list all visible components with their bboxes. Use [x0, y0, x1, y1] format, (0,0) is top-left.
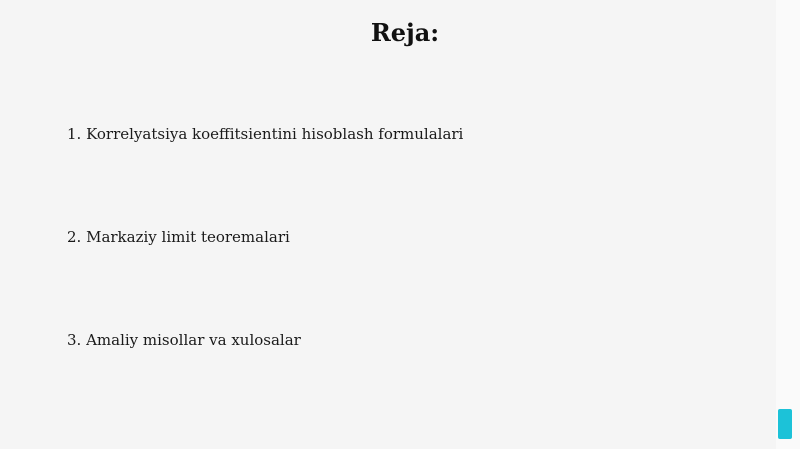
slide-title: Reja:: [370, 18, 440, 47]
plan-item-2: 2. Markaziy limit teoremalari: [67, 228, 290, 246]
scrollbar-thumb[interactable]: [778, 409, 792, 439]
vertical-scrollbar[interactable]: [776, 0, 800, 449]
plan-item-3: 3. Amaliy misollar va xulosalar: [67, 331, 301, 349]
plan-item-1: 1. Korrelyatsiya koeffitsientini hisoblash formulalari: [67, 125, 464, 143]
